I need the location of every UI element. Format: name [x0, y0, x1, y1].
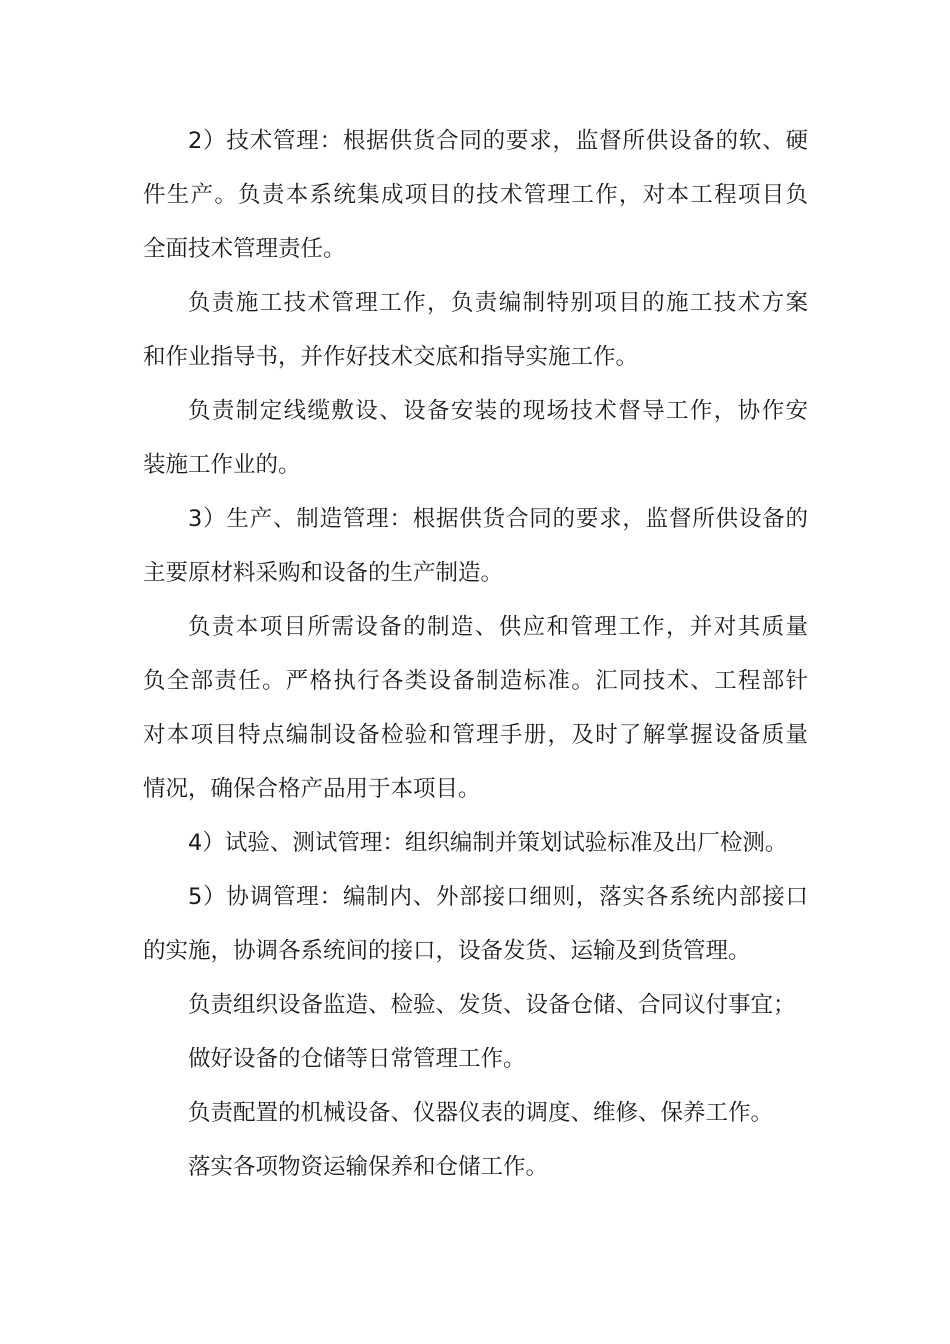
- paragraph-7-line-1: 5）协调管理：编制内、外部接口细则，落实各系统内部接口: [188, 884, 808, 910]
- paragraph-9-line-1: 做好设备的仓储等日常管理工作。: [188, 1046, 526, 1072]
- paragraph-4-line-2: 主要原材料采购和设备的生产制造。: [143, 560, 504, 586]
- paragraph-6-line-1: 4）试验、测试管理：组织编制并策划试验标准及出厂检测。: [188, 830, 788, 856]
- paragraph-3-line-2: 装施工作业的。: [143, 452, 301, 478]
- paragraph-5-line-3: 对本项目特点编制设备检验和管理手册，及时了解掌握设备质量: [143, 722, 808, 748]
- paragraph-1-line-2: 件生产。负责本系统集成项目的技术管理工作，对本工程项目负: [143, 182, 808, 208]
- paragraph-11-line-1: 落实各项物资运输保养和仓储工作。: [188, 1154, 549, 1180]
- paragraph-1-line-1: 2）技术管理：根据供货合同的要求，监督所供设备的软、硬: [188, 128, 808, 154]
- paragraph-2-line-2: 和作业指导书，并作好技术交底和指导实施工作。: [143, 344, 639, 370]
- paragraph-4-line-1: 3）生产、制造管理：根据供货合同的要求，监督所供设备的: [188, 506, 808, 532]
- paragraph-10-line-1: 负责配置的机械设备、仪器仪表的调度、维修、保养工作。: [188, 1100, 774, 1126]
- paragraph-5-line-4: 情况，确保合格产品用于本项目。: [143, 776, 481, 802]
- paragraph-5-line-2: 负全部责任。严格执行各类设备制造标准。汇同技术、工程部针: [143, 668, 808, 694]
- paragraph-8-line-1: 负责组织设备监造、检验、发货、设备仓储、合同议付事宜；: [188, 992, 796, 1018]
- paragraph-3-line-1: 负责制定线缆敷设、设备安装的现场技术督导工作，协作安: [188, 398, 808, 424]
- paragraph-7-line-2: 的实施，协调各系统间的接口，设备发货、运输及到货管理。: [143, 938, 751, 964]
- paragraph-1-line-3: 全面技术管理责任。: [143, 236, 346, 262]
- paragraph-5-line-1: 负责本项目所需设备的制造、供应和管理工作，并对其质量: [188, 614, 808, 640]
- paragraph-2-line-1: 负责施工技术管理工作，负责编制特别项目的施工技术方案: [188, 290, 808, 316]
